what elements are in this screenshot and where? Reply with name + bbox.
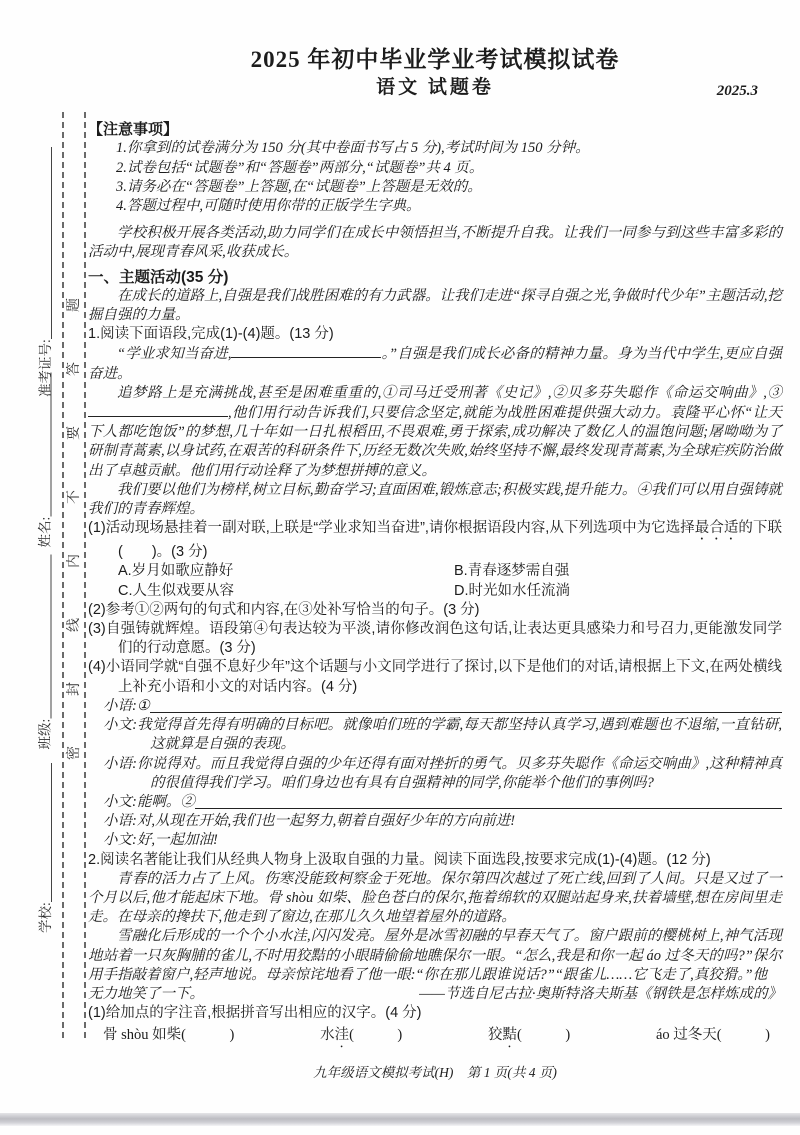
question1-stem: 1.阅读下面语段,完成(1)-(4)题。(13 分) <box>88 326 334 343</box>
question2-sub1: (1)给加点的字注音,根据拼音写出相应的汉字。(4 分) <box>88 1005 422 1022</box>
passage-attribution: ——节选自尼古拉·奥斯特洛夫斯基《钢铁是怎样炼成的》 <box>419 985 782 1002</box>
dialog-speaker: 小语: <box>103 755 137 772</box>
dialog-line-6 <box>103 831 782 850</box>
dialog-line-3 <box>103 755 782 793</box>
page-footer: 九年级语文模拟考试(H) 第 1 页(共 4 页) <box>313 1065 557 1081</box>
phonetic-item-2 <box>320 1026 402 1051</box>
question1-passage-p3: 我们要以他们为榜样,树立目标,勤奋学习;直面困难,锻炼意志;积极实践,提升能力。④我们可以用自强铸就我们的青春辉煌。 <box>88 481 782 518</box>
seal-field-class-line <box>51 555 52 719</box>
notice-item-1: 1.你拿到的试卷满分为 150 分(其中卷面书写占 5 分),考试时间为 150 分钟。 <box>116 140 590 157</box>
exam-subject: 语文 试题卷 <box>376 77 494 99</box>
dialog-line-2 <box>103 716 782 754</box>
dotted-character: 黠 <box>502 1027 518 1044</box>
seal-field-name <box>34 373 54 548</box>
phonetic-item-text: ( ) <box>517 1027 571 1044</box>
fill-blank-line <box>231 344 381 358</box>
dialog-text: 好,一起加油! <box>136 832 218 849</box>
sub1-text: 的下联( )。(3 分) <box>118 520 783 561</box>
dialog-text: 我觉得首先得有明确的目标吧。就像咱们班的学霸,每天都坚持认真学习,遇到难题也不退缩,一直钻研,这就算是自强的表现。 <box>137 717 782 753</box>
phonetic-item-4: áo 过冬天( ) <box>656 1027 770 1044</box>
phonetic-item-3 <box>488 1026 570 1051</box>
seal-field-exam-number-label: 准考证号: <box>38 339 53 397</box>
passage-text: 追梦路上是充满挑战,甚至是困难重重的,①司马迁受刑著《史记》,②贝多芬失聪作《命运交响曲》,③ <box>117 384 782 401</box>
question2-passage-p2: 雪融化后形成的一个个小水洼,闪闪发亮。屋外是冰雪初融的早春天气了。窗户跟前的樱桃树上,神气活现地站着一只灰胸脯的雀儿,不时用狡黠的小眼睛偷偷地瞧保尔一眼。“怎么,我是和你一起 áo 过冬天的吗?”保尔用手指敲着窗户,轻声地说。母亲惊诧地看了他一眼:“你在那儿跟谁说话?”“跟雀儿……它飞走了,真狡猾。”他 <box>88 928 782 983</box>
sub1-emphasized-text: 最合适 <box>694 520 739 537</box>
option-row-cd <box>88 582 782 601</box>
question2-passage-p1: 青春的活力占了上风。伤寒没能致柯察金于死地。保尔第四次越过了死亡线,回到了人间。只是又过了一个月以后,他才能起床下地。骨 shòu 如柴、脸色苍白的保尔,拖着绵软的双腿站起身来,扶着墙壁,想在房间里走走。在母亲的搀扶下,他走到了窗边,在那儿久久地望着屋外的道路。 <box>88 870 782 926</box>
question1-sub1 <box>88 519 782 562</box>
seal-field-school-line <box>51 763 52 902</box>
section1-intro: 在成长的道路上,自强是我们战胜困难的有力武器。让我们走进“探寻自强之光,争做时代少年”主题活动,挖掘自强的力量。 <box>88 287 782 324</box>
notice-item-3: 3.请务必在“答题卷”上答题,在“试题卷”上答题是无效的。 <box>116 178 482 195</box>
question1-sub2: (2)参考①②两句的句式和内容,在③处补写恰当的句子。(3 分) <box>88 601 480 618</box>
question2-stem: 2.阅读名著能让我们从经典人物身上汲取自强的力量。阅读下面选段,按要求完成(1)-(4)题。(12 分) <box>88 851 711 868</box>
seal-field-class-label: 班级: <box>37 718 53 750</box>
dialog-text: 能啊。② <box>136 793 195 810</box>
option-d: D.时光如水任流淌 <box>454 582 570 599</box>
phonetic-item-text: 水 <box>320 1027 335 1044</box>
notice-heading: 【注意事项】 <box>88 121 179 139</box>
question1-passage-p1 <box>88 344 782 383</box>
exam-title: 2025 年初中毕业学业考试模拟试卷 <box>250 47 620 72</box>
question1-passage-p2 <box>88 384 782 481</box>
dialog-text: 对,从现在开始,我们也一起努力,朝着自强好少年的方向前进! <box>136 813 516 830</box>
dotted-character: 洼 <box>334 1027 350 1044</box>
option-row-ab <box>88 562 782 581</box>
option-b: B.青春逐梦需自强 <box>454 563 570 580</box>
option-a: A.岁月如歌应静好 <box>118 563 234 580</box>
dialog-speaker: 小语: <box>103 813 137 830</box>
seal-field-exam-number-line <box>51 147 52 339</box>
dialog-line-1 <box>103 697 782 716</box>
seal-field-name-label: 姓名: <box>37 516 53 548</box>
seal-field-school-label: 学校: <box>38 902 53 933</box>
phonetic-item-text: 狡 <box>488 1027 503 1044</box>
phonetic-item-text: ( ) <box>349 1027 403 1044</box>
passage-text: “学业求知当奋进, <box>117 346 232 363</box>
fill-blank-line <box>150 697 782 713</box>
dialog-speaker: 小文: <box>103 717 138 734</box>
question1-sub3: (3)自强铸就辉煌。语段第④句表达较为平淡,请你修改润色这句话,让表达更具感染力和号召力,更能激发同学们的行动意愿。(3 分) <box>88 621 782 657</box>
seal-field-school <box>34 763 54 933</box>
dialog-speaker: 小文: <box>103 832 137 849</box>
question2-passage-lastline <box>88 985 782 1004</box>
dialog-text: ① <box>136 697 150 714</box>
seal-field-class <box>34 555 54 750</box>
seal-dashed-line-inner <box>84 112 86 1038</box>
dialog-line-4 <box>103 793 782 812</box>
dialog-speaker: 小语: <box>103 697 137 714</box>
seal-field-name-line <box>51 373 52 517</box>
exam-content <box>88 47 783 1083</box>
passage-text: ,他们用行动告诉我们,只要信念坚定,就能为战胜困难提供强大动力。袁隆平心怀“让天下人都吃饱饭”的梦想,几十年如一日扎根稻田,不畏艰难,勇于探索,成功解决了数亿人的温饱问题;屠呦呦为了研制青蒿素,以身试药,在艰苦的科研条件下,历经无数次失败,始终坚持不懈,最终发现青蒿素,为全球疟疾防治做出了卓越贡献。他们用行动诠释了为梦想拼搏的意义。 <box>88 405 782 479</box>
fill-blank-line <box>88 403 228 417</box>
fill-blank-line <box>195 793 782 809</box>
sub1-text: (1)活动现场悬挂着一副对联,上联是“学业求知当奋进”,请你根据语段内容,从下列选项中为它选择 <box>88 520 695 537</box>
option-c: C.人生似戏要从容 <box>118 582 234 599</box>
dialog-line-5 <box>103 812 782 831</box>
section1-heading: 一、主题活动(35 分) <box>88 268 229 286</box>
dialog-speaker: 小文: <box>103 793 137 810</box>
question1-sub4: (4)小语同学就“自强不息好少年”这个话题与小文同学进行了探讨,以下是他们的对话,请根据上下文,在两处横线上补充小语和小文的对话内容。(4 分) <box>88 659 782 695</box>
seal-field-exam-number <box>34 147 54 397</box>
intro-paragraph: 学校积极开展各类活动,助力同学们在成长中领悟担当,不断提升自我。让我们一同参与到这些丰富多彩的活动中,展现青春风采,收获成长。 <box>88 225 782 261</box>
phonetic-item-1: 骨 shòu 如柴( ) <box>103 1027 235 1044</box>
phonetic-items-row <box>103 1026 770 1051</box>
seal-phrase-vertical: 密封线内不要答题 <box>67 248 82 760</box>
dialog-text: 你说得对。而且我觉得自强的少年还得有面对挫折的勇气。贝多芬失聪作《命运交响曲》,这种精神真的很值得我们学习。咱们身边也有具有自强精神的同学,你能举个他们的事例吗? <box>136 755 782 791</box>
notice-item-4: 4.答题过程中,可随时使用你带的正版学生字典。 <box>116 198 421 215</box>
exam-date: 2025.3 <box>716 83 758 100</box>
scan-bottom-edge <box>0 1113 800 1126</box>
exam-subtitle-row <box>88 78 782 106</box>
passage-text: 。”自强是我们成长必备的精神力量。身为当代中学生,更应自强奋进。 <box>88 346 782 382</box>
passage-tail-text: 无力地笑了一下。 <box>88 985 204 1002</box>
notice-item-2: 2.试卷包括“试题卷”和“答题卷”两部分,“试题卷”共 4 页。 <box>116 159 484 176</box>
